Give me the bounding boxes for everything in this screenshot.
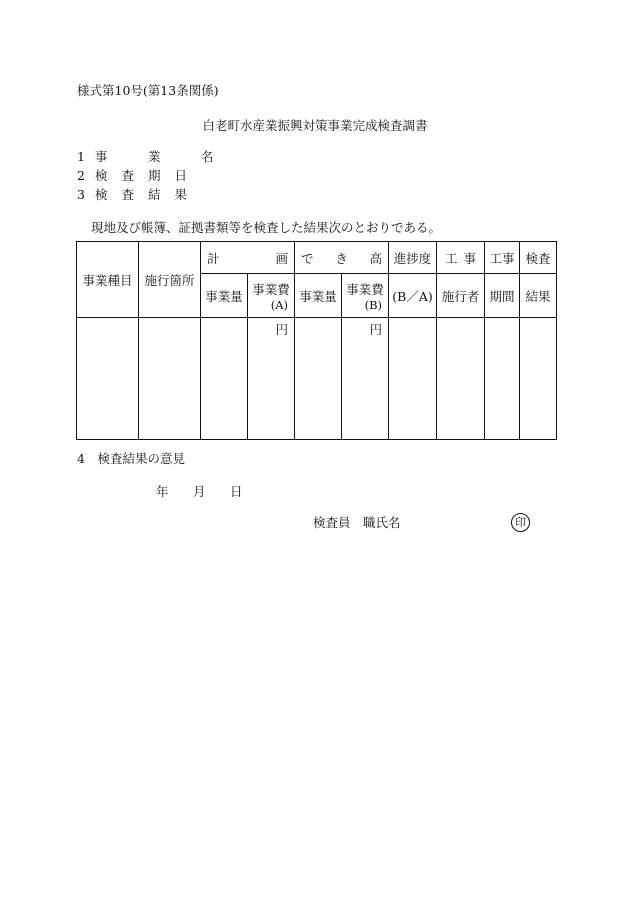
header-plan-quantity: 事業量 (201, 274, 248, 318)
seal-mark: 印 (511, 513, 530, 532)
inspector-signature-label: 検査員 職氏名 (313, 515, 401, 530)
item-number: 1 (77, 149, 85, 164)
cell-period[interactable] (485, 318, 520, 440)
date-day: 日 (230, 484, 243, 499)
cell-plan-quantity[interactable] (201, 318, 248, 440)
header-progress-1: 進捗度 (389, 242, 437, 274)
header-contractor-1: 工 事 (437, 242, 485, 274)
header-actual-cost: 事業費 (B) (342, 274, 389, 318)
date-month: 月 (193, 484, 206, 499)
item-inspection-date (77, 170, 201, 183)
intro-text: 現地及び帳簿、証拠書類等を検査した結果次のとおりである。 (91, 220, 442, 235)
date-line (156, 486, 243, 499)
header-actual-quantity: 事業量 (295, 274, 342, 318)
item-number: 3 (77, 187, 85, 202)
item-label: 検査期日 (95, 168, 202, 183)
cell-actual-cost[interactable]: 円 (342, 318, 389, 440)
header-inspect-2: 結果 (520, 274, 557, 318)
cell-location[interactable] (139, 318, 201, 440)
header-dekidaka: で き 高 (295, 242, 389, 274)
header-plan: 計 画 (201, 242, 295, 274)
item-number: 2 (77, 168, 85, 183)
item-project-name (77, 151, 228, 164)
header-contractor-2: 施行者 (437, 274, 485, 318)
item-inspection-result (77, 189, 201, 202)
cell-inspect[interactable] (520, 318, 557, 440)
header-period-1: 工事 (485, 242, 520, 274)
document-title: 白老町水産業振興対策事業完成検査調書 (202, 118, 428, 133)
header-plan-cost: 事業費 (A) (248, 274, 295, 318)
cell-contractor[interactable] (437, 318, 485, 440)
form-number: 様式第10号(第13条関係) (77, 83, 219, 98)
date-year: 年 (156, 484, 169, 499)
cell-progress[interactable] (389, 318, 437, 440)
header-business-type: 事業種目 (77, 242, 139, 318)
header-progress-2: (B／A) (389, 274, 437, 318)
header-period-2: 期間 (485, 274, 520, 318)
opinion-heading: 4 検査結果の意見 (77, 451, 185, 466)
cell-actual-quantity[interactable] (295, 318, 342, 440)
item-label: 事 業 名 (95, 149, 228, 164)
header-location: 施行箇所 (139, 242, 201, 318)
inspection-table (76, 241, 557, 440)
item-label: 検査結果 (95, 187, 202, 202)
header-inspect-1: 検査 (520, 242, 557, 274)
cell-plan-cost[interactable]: 円 (248, 318, 295, 440)
cell-business-type[interactable] (77, 318, 139, 440)
